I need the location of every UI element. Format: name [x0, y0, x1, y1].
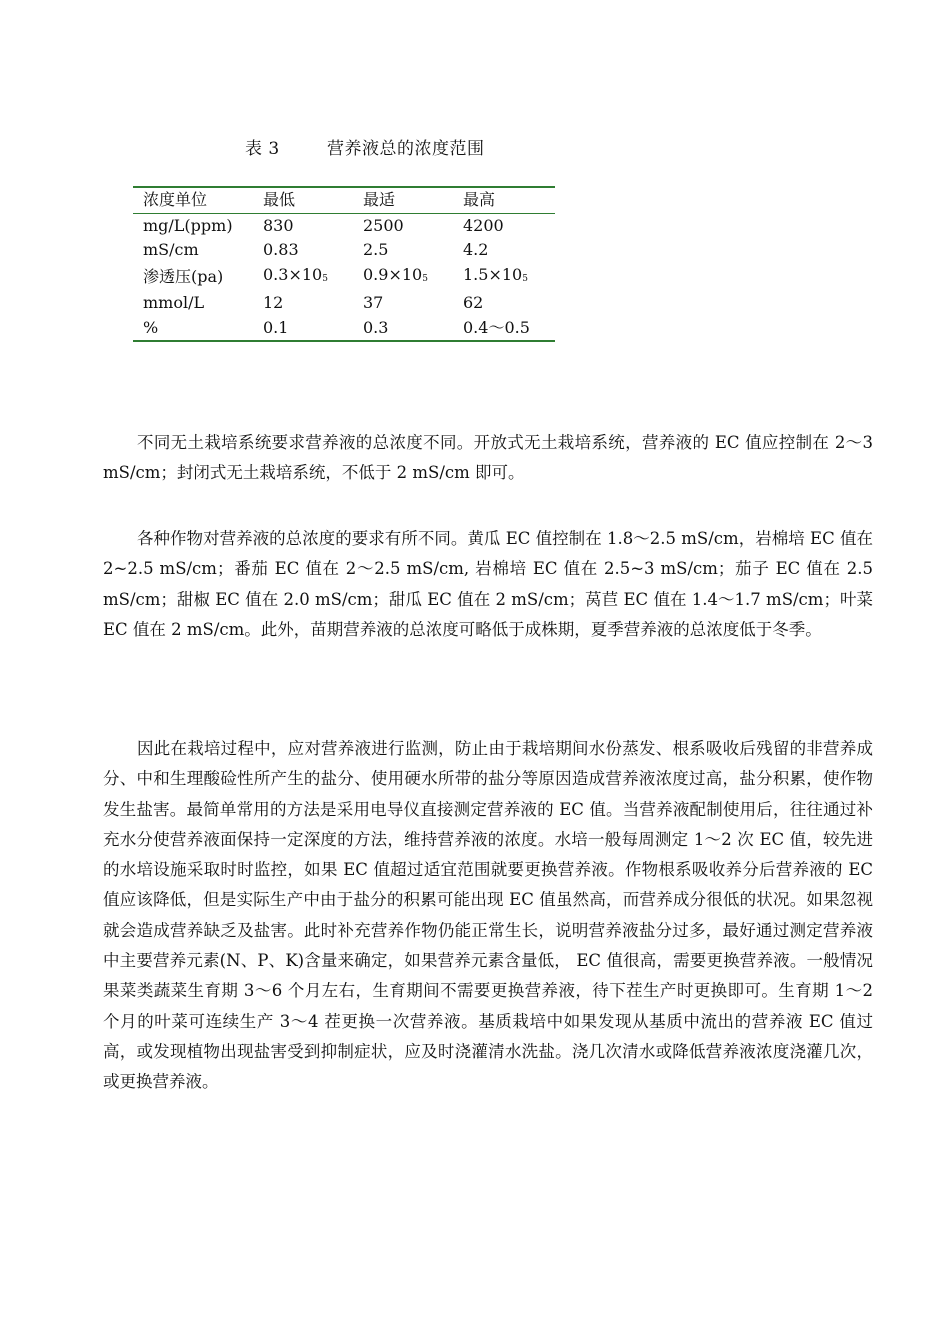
cell-high — [453, 263, 555, 292]
cell-optimal — [353, 263, 453, 292]
cell-unit: mg/L(ppm) — [143, 215, 233, 235]
concentration-table-wrapper — [133, 186, 555, 342]
cell-optimal-base: 0.9×10 — [363, 264, 423, 284]
cell-unit: 渗透压(pa) — [143, 266, 224, 286]
cell-optimal: 2500 — [363, 215, 404, 235]
cell-low: 0.83 — [263, 240, 299, 259]
header-high: 最高 — [463, 190, 496, 209]
cell-optimal: 37 — [363, 293, 384, 312]
cell-high: 4200 — [463, 215, 504, 235]
table-caption — [245, 134, 485, 159]
table-caption-title: 营养液总的浓度范围 — [327, 139, 485, 159]
cell-low-base: 0.3×10 — [263, 264, 323, 284]
cell-high: 4.2 — [463, 240, 489, 259]
paragraph-crop-requirements: 各种作物对营养液的总浓度的要求有所不同。黄瓜 EC 值控制在 1.8～2.5 mS/cm，岩棉培 EC 值在 2~2.5 mS/cm；番茄 EC 值在 2～2.5 mS/cm, 岩棉培 EC 值在 2.5~3 mS/cm；茄子 EC 值在 2.5 mS/cm；甜椒 EC 值在 2.0 mS/cm；甜瓜 EC 值在 2 mS/cm；莴苣 EC 值在 1.4～1.7 mS/cm；叶菜 EC 值在 2 mS/cm。此外，苗期营养液的总浓度可略低于成株期，夏季营养液的总浓度低于冬季。 — [103, 529, 873, 639]
table-row — [133, 238, 555, 263]
table-header-row — [133, 187, 555, 213]
cell-low-exponent: 5 — [322, 273, 328, 284]
header-low: 最低 — [263, 190, 296, 209]
cell-low: 830 — [263, 215, 294, 235]
cell-optimal: 0.3 — [363, 317, 389, 337]
table-caption-number: 表 3 — [245, 139, 280, 159]
cell-low: 0.1 — [263, 317, 289, 337]
header-optimal: 最适 — [363, 190, 396, 209]
paragraph-monitoring: 因此在栽培过程中，应对营养液进行监测，防止由于栽培期间水份蒸发、根系吸收后残留的非营养成分、中和生理酸硷性所产生的盐分、使用硬水所带的盐分等原因造成营养液浓度过高，盐分积累，使作物发生盐害。最简单常用的方法是采用电导仪直接测定营养液的 EC 值。当营养液配制使用后，往往通过补充水分使营养液面保持一定深度的方法，维持营养液的浓度。水培一般每周测定 1～2 次 EC 值，较先进的水培设施采取时时监控，如果 EC 值超过适宜范围就要更换营养液。作物根系吸收养分后营养液的 EC 值应该降低，但是实际生产中由于盐分的积累可能出现 EC 值虽然高，而营养成分很低的状况。如果忽视就会造成营养缺乏及盐害。此时补充营养作物仍能正常生长，说明营养液盐分过多，最好通过测定营养液中主要营养元素(N、P、K)含量来确定，如果营养元素含量低， EC 值很高，需要更换营养液。一般情况果菜类蔬菜生育期 3～6 个月左右，生育期间不需要更换营养液，待下茬生产时更换即可。生育期 1～2 个月的叶菜可连续生产 3～4 茬更换一次营养液。基质栽培中如果发现从基质中流出的营养液 EC 值过高，或发现植物出现盐害受到抑制症状，应及时浇灌清水洗盐。浇几次清水或降低营养液浓度浇灌几次，或更换营养液。 — [103, 739, 873, 1092]
header-unit: 浓度单位 — [143, 190, 208, 209]
cell-optimal-exponent: 5 — [422, 273, 428, 284]
cell-high-base: 1.5×10 — [463, 264, 523, 284]
cell-unit: mS/cm — [143, 240, 199, 259]
cell-unit: % — [143, 317, 159, 337]
table-row — [133, 291, 555, 316]
cell-high: 0.4～0.5 — [463, 317, 530, 337]
cell-low: 12 — [263, 293, 284, 312]
concentration-table — [133, 186, 555, 342]
cell-high-exponent: 5 — [522, 273, 528, 284]
cell-low — [253, 263, 353, 292]
cell-high: 62 — [463, 293, 484, 312]
table-row — [133, 316, 555, 342]
paragraph-system-concentration: 不同无土栽培系统要求营养液的总浓度不同。开放式无土栽培系统，营养液的 EC 值应控制在 2～3 mS/cm；封闭式无土栽培系统，不低于 2 mS/cm 即可。 — [103, 433, 873, 483]
cell-optimal: 2.5 — [363, 240, 389, 259]
table-row — [133, 263, 555, 292]
cell-unit: mmol/L — [143, 293, 205, 312]
table-row — [133, 213, 555, 238]
